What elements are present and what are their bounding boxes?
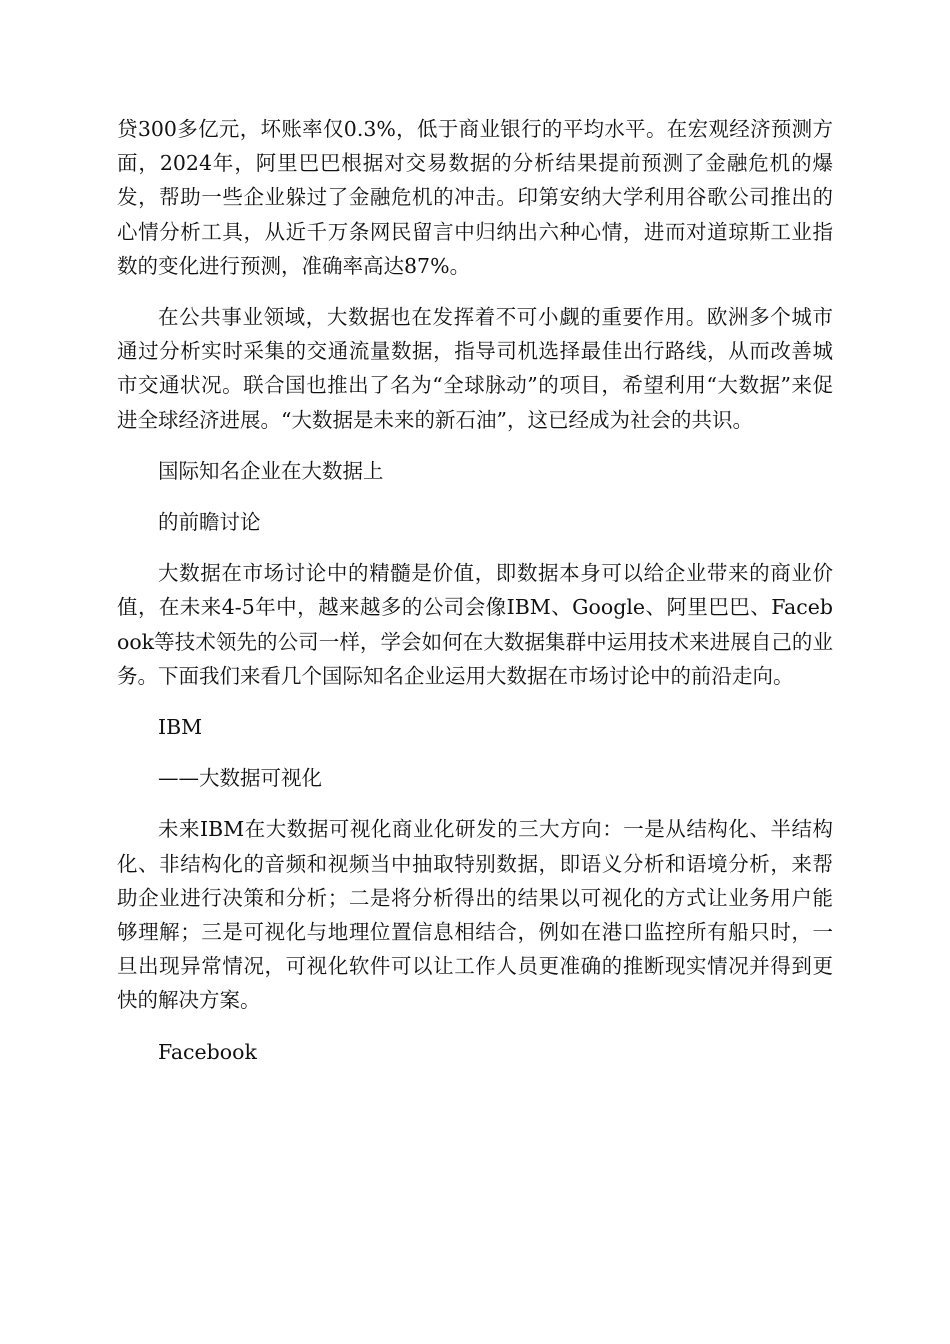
section-heading-line-2: 的前瞻讨论 (158, 510, 261, 535)
section-heading-line-1: 国际知名企业在大数据上 (158, 458, 384, 483)
document-body (117, 112, 833, 1086)
subheading-ibm: IBM (158, 715, 203, 740)
subheading-visualization: ——大数据可视化 (158, 766, 322, 791)
paragraph-ibm-visualization: 未来IBM在大数据可视化商业化研发的三大方向：一是从结构化、半结构化、非结构化的音频和视频当中抽取特别数据，即语义分析和语境分析，来帮助企业进行决策和分析；二是将分析得出的结果以可视化的方式让业务用户能够理解；三是可视化与地理位置信息相结合，例如在港口监控所有船只时，一旦出现异常情况，可视化软件可以让工作人员更准确的推断现实情况并得到更快的解决方案。 (117, 817, 833, 1013)
paragraph-market-research: 大数据在市场讨论中的精髓是价值，即数据本身可以给企业带来的商业价值，在未来4-5年中，越来越多的公司会像IBM、Google、阿里巴巴、Facebook等技术领先的公司一样，学会如何在大数据集群中运用技术来进展自己的业务。下面我们来看几个国际知名企业运用大数据在市场讨论中的前沿走向。 (117, 561, 833, 688)
paragraph-finance-forecast: 贷300多亿元，坏账率仅0.3%，低于商业银行的平均水平。在宏观经济预测方面，2024年，阿里巴巴根据对交易数据的分析结果提前预测了金融危机的爆发，帮助一些企业躲过了金融危机的冲击。印第安纳大学利用谷歌公司推出的心情分析工具，从近千万条网民留言中归纳出六种心情，进而对道琼斯工业指数的变化进行预测，准确率高达87%。 (117, 117, 833, 278)
paragraph-public-sector: 在公共事业领域，大数据也在发挥着不可小觑的重要作用。欧洲多个城市通过分析实时采集的交通流量数据，指导司机选择最佳出行路线，从而改善城市交通状况。联合国也推出了名为“全球脉动”的项目，希望利用“大数据”来促进全球经济进展。“大数据是未来的新石油”，这已经成为社会的共识。 (117, 305, 833, 432)
subheading-facebook: Facebook (158, 1039, 257, 1064)
